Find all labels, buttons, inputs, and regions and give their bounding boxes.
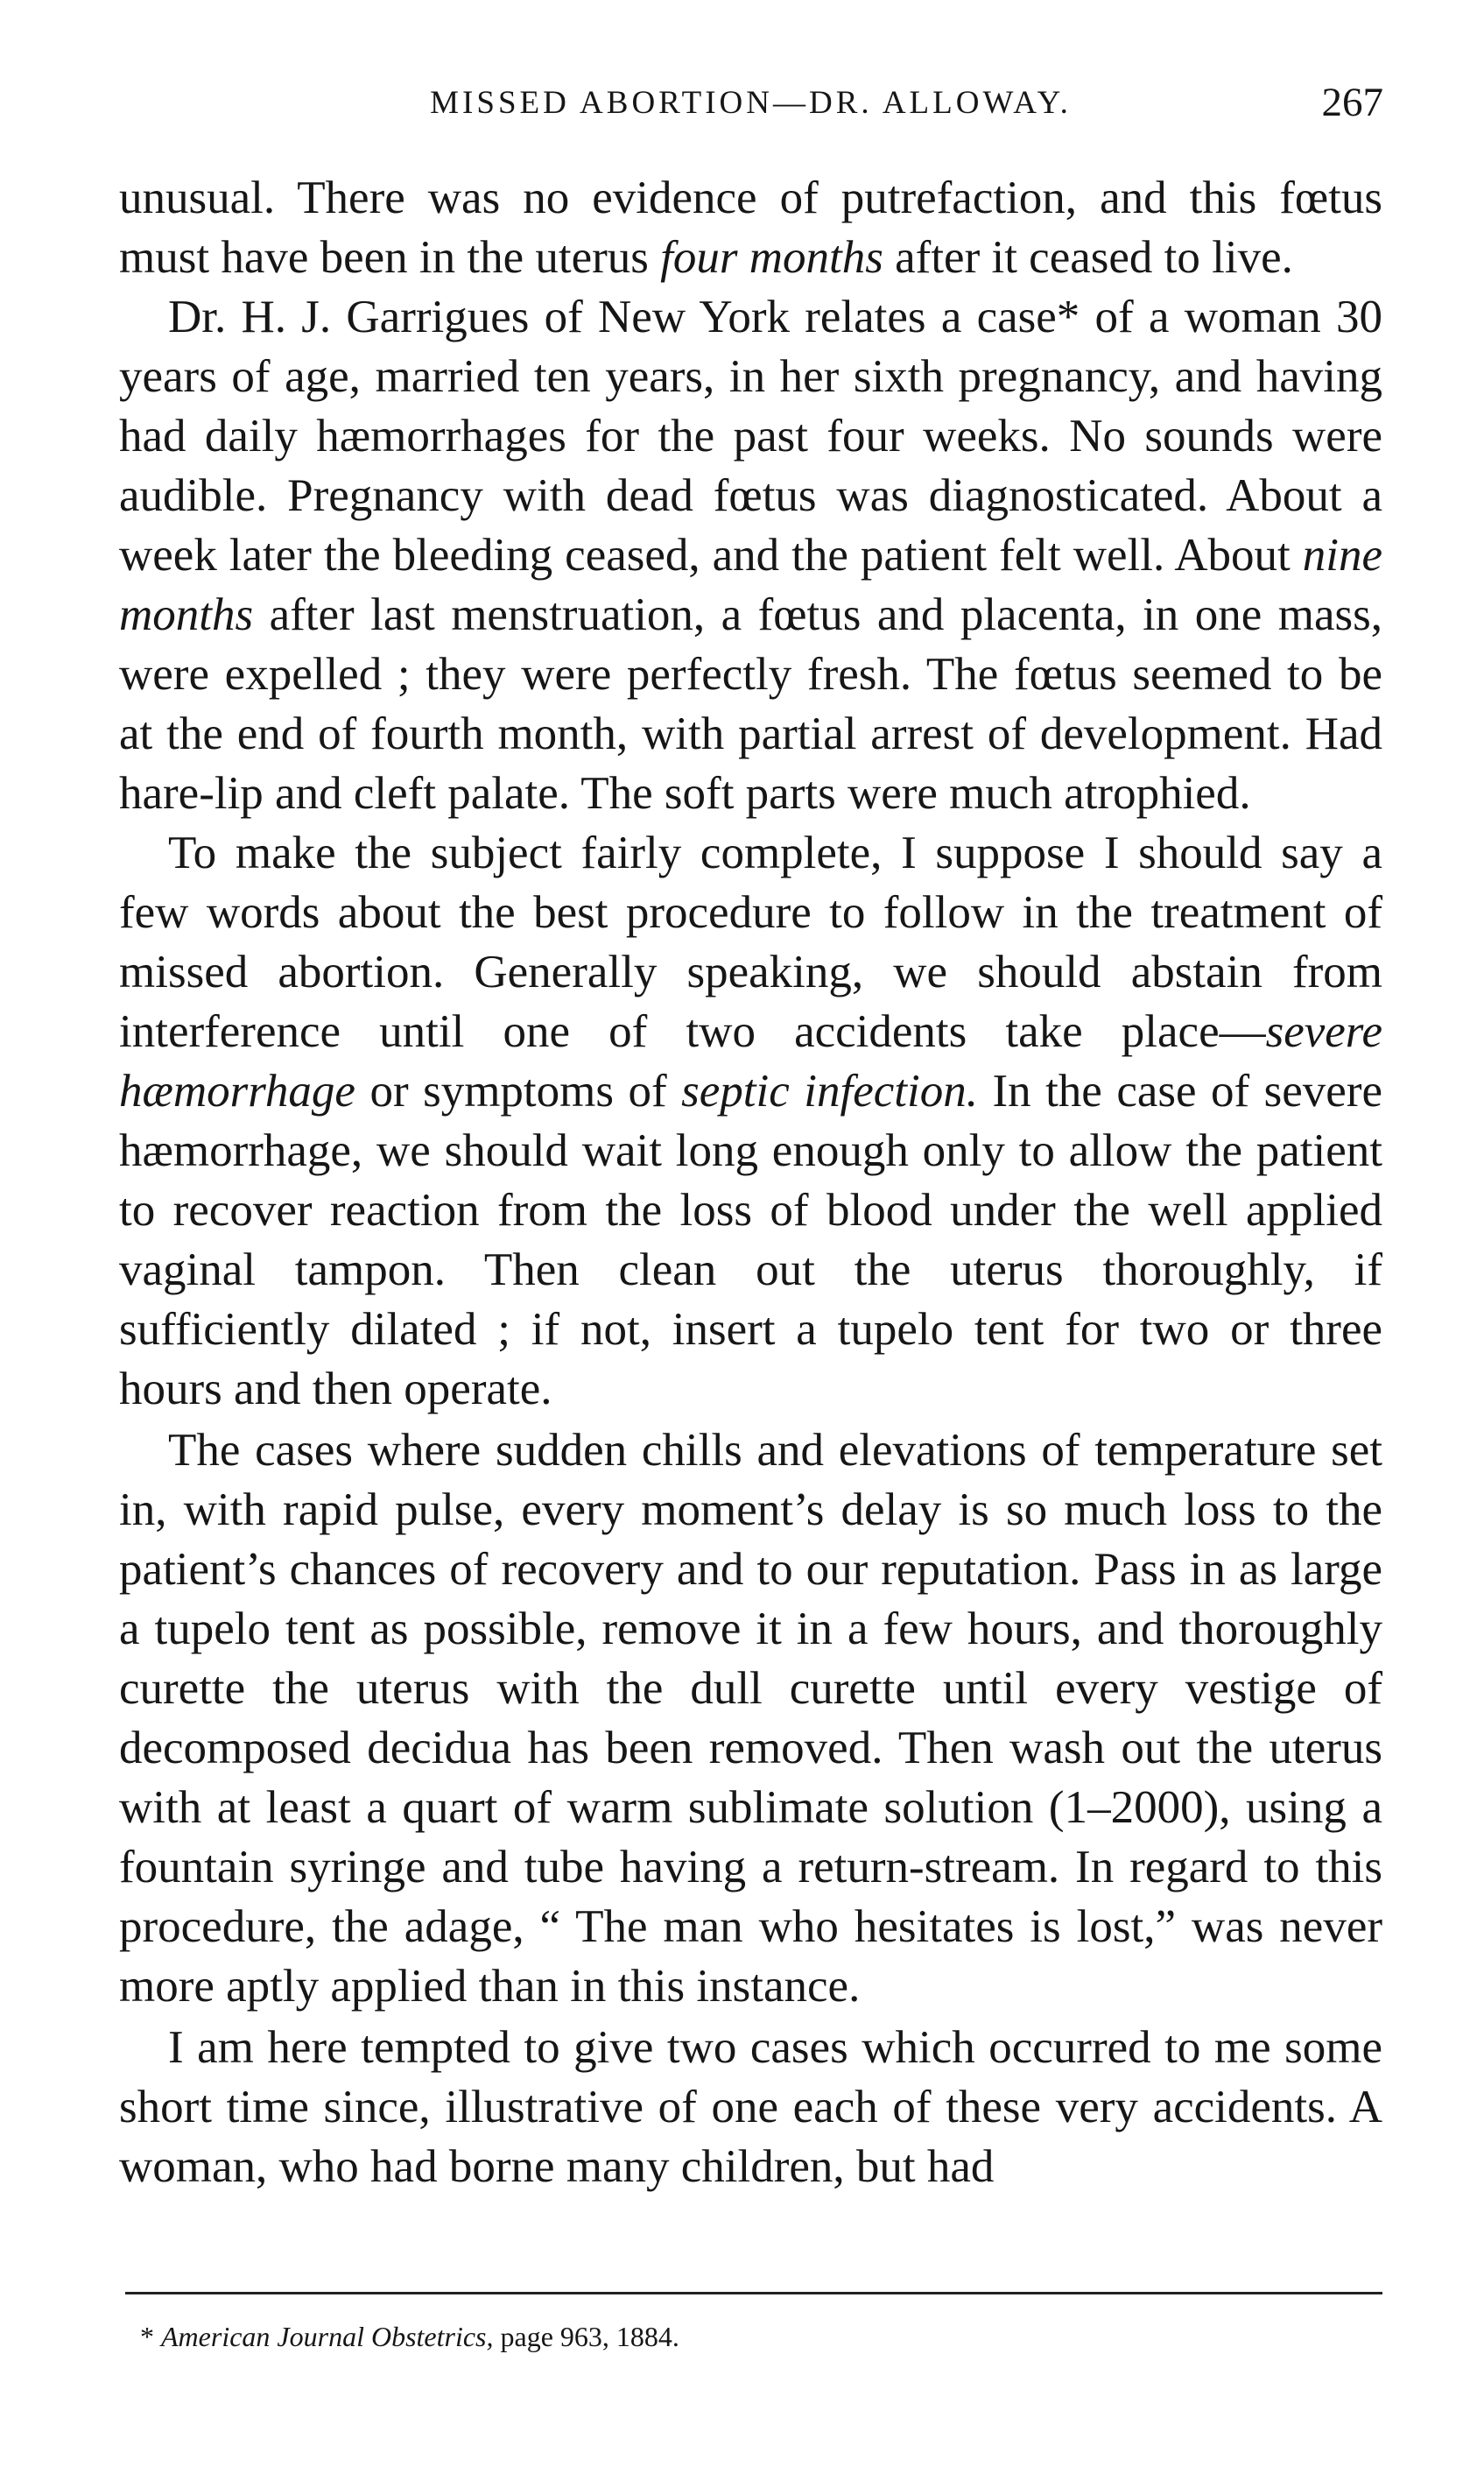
text-run: I am here tempted to give two cases which occurred to me some short time since, illustrative of one each of these very accidents. A woman, who had borne many children, but had <box>119 2022 1382 2192</box>
paragraph <box>119 168 1382 287</box>
text-run: In the case of severe hæmorrhage, we should wait long enough only to allow the patient to recover reaction from the loss of blood under the well applied vaginal tampon. Then clean out the uterus thoroughly, if sufficiently dilated ; if not, insert a tupelo tent for two or three hours and then operate. <box>119 1066 1382 1414</box>
running-title: MISSED ABORTION—DR. ALLOWAY. <box>430 85 1072 121</box>
paragraph <box>119 1420 1382 2016</box>
footnote <box>140 2319 679 2354</box>
footnote-divider <box>125 2292 1382 2294</box>
running-header <box>118 80 1383 137</box>
text-run: To make the subject fairly complete, I suppose I should say a few words about the best procedure to follow in the treatment of missed abortion. Generally speaking, we should abstain from interference until one of two accidents take place— <box>119 828 1382 1057</box>
text-run: after it ceased to live. <box>883 232 1293 283</box>
italic-text-run: severe hæmorrhage <box>119 1006 1382 1117</box>
paragraph <box>119 287 1382 823</box>
italic-text-run: nine months <box>119 530 1382 640</box>
text-run: The cases where sudden chills and elevations of temperature set in, with rapid pulse, every moment’s delay is so much loss to the patient’s chances of recovery and to our reputation. Pass in as large a tupelo tent as possible, remove it in a few hours, and thoroughly curette the uterus with the dull curette until every vestige of decomposed decidua has been removed. Then wash out the uterus with at least a quart of warm sublimate solution (1–2000), using a fountain syringe and tube having a return-stream. In regard to this procedure, the adage, “ The man who hesitates is lost,” was never more aptly applied than in this instance. <box>119 1425 1382 2012</box>
page-number: 267 <box>1321 80 1383 125</box>
text-run: Dr. H. J. Garrigues of New York relates a case* of a woman 30 years of age, married ten years, in her sixth pregnancy, and having had daily hæmorrhages for the past four weeks. No sounds were audible. Pregnancy with dead fœtus was diagnosticated. About a week later the bleeding ceased, and the patient felt well. About <box>119 292 1382 581</box>
footnote-marker: * <box>140 2321 154 2352</box>
text-run: or symptoms of <box>355 1066 682 1117</box>
paragraph <box>119 823 1382 1419</box>
footnote-detail: page 963, 1884. <box>493 2321 679 2352</box>
body-text <box>119 168 1382 2196</box>
text-run: unusual. There was no evidence of putrefaction, and this fœtus must have been in the uterus <box>119 173 1382 283</box>
text-run: after last menstruation, a fœtus and placenta, in one mass, were expelled ; they were perfectly fresh. The fœtus seemed to be at the end of fourth month, with partial arrest of development. Had hare-lip and cleft palate. The soft parts were much atrophied. <box>119 589 1382 819</box>
footnote-source: American Journal Obstetrics, <box>161 2321 494 2352</box>
paragraph <box>119 2018 1382 2196</box>
italic-text-run: four months <box>660 232 883 283</box>
italic-text-run: septic infection. <box>681 1066 978 1117</box>
